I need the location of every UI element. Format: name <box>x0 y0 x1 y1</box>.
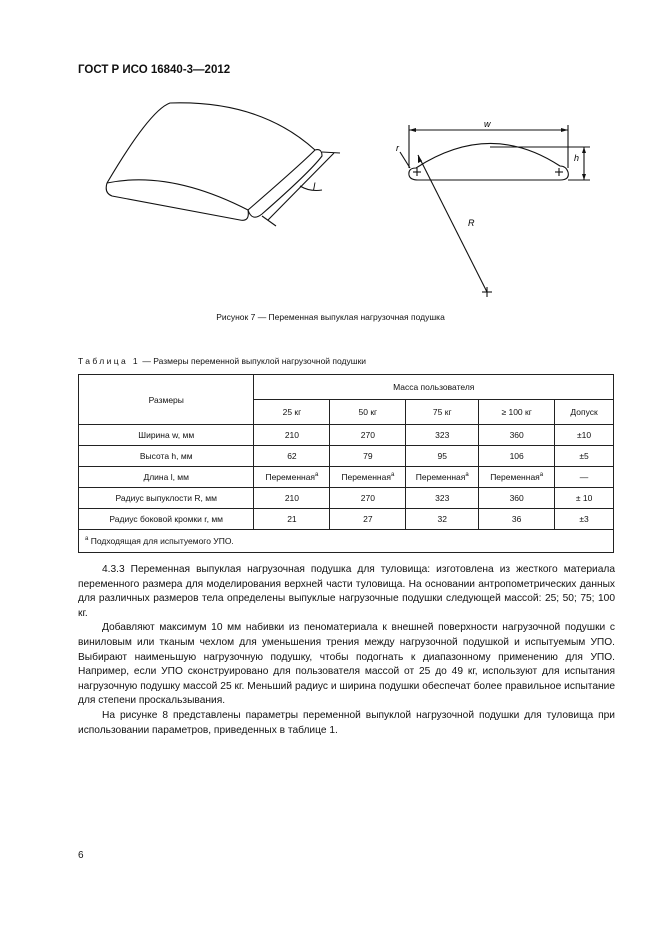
dimensions-table <box>78 374 614 553</box>
cushion-right-curve <box>248 150 315 210</box>
table-cell: 270 <box>330 425 406 446</box>
table-row <box>79 467 614 488</box>
table-cell: Переменная$^а$ <box>479 467 555 488</box>
table-row <box>79 488 614 509</box>
row-label: Длина l, мм <box>79 467 254 488</box>
table-title-text: — Размеры переменной выпуклой нагрузочной подушки <box>140 356 367 366</box>
cushion-section-drawing <box>400 125 590 297</box>
table-footnote: $^а$ Подходящая для испытуемого УПО. <box>79 530 614 553</box>
cushion-right-face <box>248 150 322 218</box>
table-cell: 323 <box>406 488 479 509</box>
table-cell: ±10 <box>555 425 614 446</box>
table-cell: 360 <box>479 425 555 446</box>
document-header: ГОСТ Р ИСО 16840-3—2012 <box>78 64 231 76</box>
label-l: l <box>313 182 316 193</box>
dim-ext-2 <box>322 152 340 153</box>
table-cell: ±5 <box>555 446 614 467</box>
header-tolerance: Допуск <box>555 400 614 425</box>
table-cell: 323 <box>406 425 479 446</box>
figure-caption: Рисунок 7 — Переменная выпуклая нагрузочная подушка <box>216 312 445 322</box>
leader-l <box>300 186 322 191</box>
label-R: R <box>468 218 475 228</box>
table-cell: 270 <box>330 488 406 509</box>
table-cell: 210 <box>254 488 330 509</box>
paragraph-padding: Добавляют максимум 10 мм набивки из пеноматериала к внешней поверхности нагрузочной подушки с виниловым или тканым чехлом для уменьшения трения между нагрузочной подушкой и испытуемым УПО. Выбирают наименьшую нагрузочную подушку, чтобы подогнать к диапазонному применению для УПО. Например, если УПО сконструировано для пользователя массой от 25 до 49 кг, используют для испытания нагрузочную подушку массой 25 кг. Меньший радиус и ширина подушки обеспечат более правильное испытание для степени проскальзывания. <box>78 622 615 707</box>
figure-7 <box>0 0 661 310</box>
cushion-end-face <box>106 183 248 220</box>
table-cell: 106 <box>479 446 555 467</box>
row-label: Радиус боковой кромки r, мм <box>79 509 254 530</box>
table-cell: 27 <box>330 509 406 530</box>
table-title <box>78 356 366 366</box>
body-text <box>78 563 615 738</box>
header-mass-col: 50 кг <box>330 400 406 425</box>
table-cell: 21 <box>254 509 330 530</box>
table-cell: 210 <box>254 425 330 446</box>
table-cell: ± 10 <box>555 488 614 509</box>
header-mass-col: ≥ 100 кг <box>479 400 555 425</box>
table-cell: 36 <box>479 509 555 530</box>
label-h: h <box>574 153 580 163</box>
row-label: Высота h, мм <box>79 446 254 467</box>
paragraph-4-3-3: 4.3.3 Переменная выпуклая нагрузочная подушка для туловища: изготовлена из жесткого материала переменного размера для моделирования верхней части туловища. На основании антропометрических данных для различных размеров тела определены выпуклые нагрузочные подушки следующей массой: 25; 50; 75; 100 кг. <box>78 564 615 619</box>
page-number: 6 <box>78 850 84 861</box>
paragraph-figure-8: На рисунке 8 представлены параметры переменной выпуклой нагрузочной подушки для туловища при использовании параметров, приведенных в таблице 1. <box>78 709 615 736</box>
table-cell: 62 <box>254 446 330 467</box>
label-w: w <box>484 119 491 129</box>
table-row <box>79 425 614 446</box>
table-title-number: Таблица 1 <box>78 356 141 366</box>
table-cell: Переменная$^а$ <box>330 467 406 488</box>
table-cell: 360 <box>479 488 555 509</box>
section-outline <box>409 143 568 180</box>
cushion-3d-drawing <box>106 103 340 226</box>
table-cell: 79 <box>330 446 406 467</box>
table-cell: — <box>555 467 614 488</box>
table-row <box>79 509 614 530</box>
dim-ext-1 <box>262 216 276 226</box>
header-mass-col: 25 кг <box>254 400 330 425</box>
table-cell: Переменная$^а$ <box>254 467 330 488</box>
cushion-top-front-edge <box>107 180 248 210</box>
cushion-top-back-edge <box>107 103 315 183</box>
table-cell: ±3 <box>555 509 614 530</box>
label-r: r <box>396 143 399 153</box>
table-row <box>79 446 614 467</box>
row-label: Радиус выпуклости R, мм <box>79 488 254 509</box>
table-cell: 95 <box>406 446 479 467</box>
row-label: Ширина w, мм <box>79 425 254 446</box>
header-mass-group: Масса пользователя <box>254 375 614 400</box>
header-mass-col: 75 кг <box>406 400 479 425</box>
table-cell: 32 <box>406 509 479 530</box>
radius-line-R <box>418 155 487 292</box>
header-dimensions: Размеры <box>79 375 254 425</box>
table-cell: Переменная$^а$ <box>406 467 479 488</box>
